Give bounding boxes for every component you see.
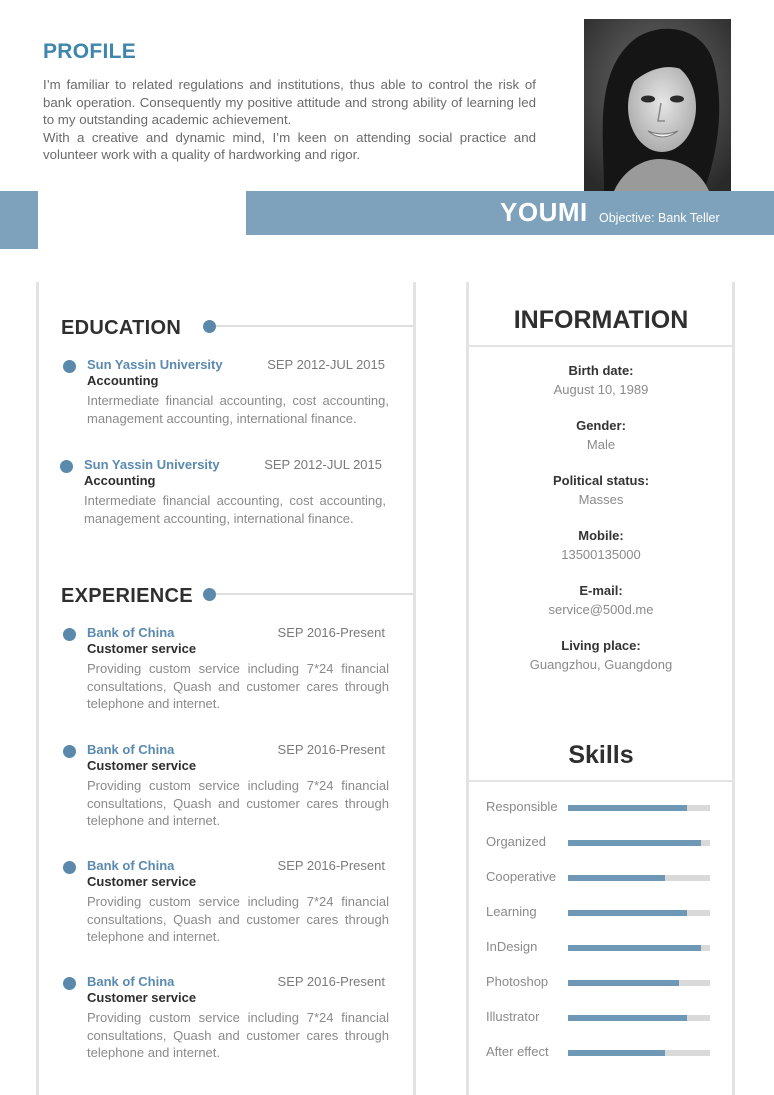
profile-photo: [584, 19, 731, 191]
skill-bar-fill: [568, 980, 679, 986]
profile-text: [43, 76, 536, 164]
skill-row: [486, 869, 716, 887]
info-living-place: [469, 638, 733, 672]
profile-paragraph-2: With a creative and dynamic mind, I’m keen on attending social practice and volunteer work with a quality of hardworking and rigor.: [43, 129, 536, 162]
skill-name: InDesign: [486, 939, 538, 954]
experience-item: [87, 858, 389, 946]
skills-title: Skills: [568, 741, 634, 769]
skill-bar-track: [568, 875, 710, 881]
skill-bar-track: [568, 840, 710, 846]
skill-row: [486, 799, 716, 817]
objective-text: Objective: Bank Teller: [599, 211, 720, 225]
info-label: Gender:: [576, 418, 626, 433]
experience-company: Bank of China: [87, 625, 175, 640]
info-right-border-line: [732, 282, 735, 1095]
experience-heading-dot: [203, 588, 216, 601]
education-description: Intermediate financial accounting, cost accounting, management accounting, international finance.: [84, 493, 386, 526]
timeline-dot: [63, 861, 76, 874]
information-title: INFORMATION: [513, 306, 689, 334]
info-label: Mobile:: [578, 528, 624, 543]
experience-role: Customer service: [87, 641, 197, 656]
skill-bar-fill: [568, 875, 665, 881]
skill-bar-fill: [568, 840, 701, 846]
skill-name: After effect: [486, 1044, 549, 1059]
experience-description: Providing custom service including 7*24 financial consultations, Quash and customer cares through telephone and internet.: [87, 894, 389, 944]
experience-description: Providing custom service including 7*24 financial consultations, Quash and customer cares through telephone and internet.: [87, 778, 389, 828]
candidate-name: YOUMI: [500, 197, 588, 227]
left-border-line: [36, 282, 39, 1095]
education-item: [84, 457, 386, 527]
experience-date: SEP 2016-Present: [277, 858, 385, 873]
education-date: SEP 2012-JUL 2015: [264, 457, 382, 472]
skill-name: Photoshop: [486, 974, 549, 989]
skill-bar-fill: [568, 910, 687, 916]
education-heading-dot: [203, 320, 216, 333]
info-value: service@500d.me: [548, 602, 654, 617]
experience-heading-line: [216, 593, 413, 595]
experience-role: Customer service: [87, 874, 197, 889]
education-school: Sun Yassin University: [84, 457, 220, 472]
skill-bar-fill: [568, 945, 701, 951]
skill-bar-track: [568, 910, 710, 916]
skill-name: Cooperative: [486, 869, 557, 884]
info-label: Living place:: [561, 638, 641, 653]
skill-bar-fill: [568, 1050, 665, 1056]
info-value: Masses: [578, 492, 624, 507]
info-value: August 10, 1989: [553, 382, 649, 397]
skills-divider: [468, 780, 734, 782]
timeline-dot: [63, 745, 76, 758]
timeline-dot: [63, 977, 76, 990]
experience-title: EXPERIENCE: [61, 585, 193, 607]
skill-name: Learning: [486, 904, 537, 919]
skill-bar-track: [568, 1050, 710, 1056]
info-value: Guangzhou, Guangdong: [529, 657, 673, 672]
skill-row: [486, 939, 716, 957]
skill-bar-track: [568, 805, 710, 811]
info-email: [469, 583, 733, 617]
skill-row: [486, 1044, 716, 1062]
info-value: 13500135000: [561, 547, 641, 562]
education-school: Sun Yassin University: [87, 357, 223, 372]
skill-row: [486, 974, 716, 992]
skill-name: Illustrator: [486, 1009, 540, 1024]
experience-role: Customer service: [87, 990, 197, 1005]
information-divider: [468, 345, 734, 347]
profile-paragraph-1: I’m familiar to related regulations and institutions, thus able to control the risk of bank operation. Consequently my positive attitude and strong ability of learning led to my outstanding academic achievement.: [43, 77, 536, 127]
info-political-status: [469, 473, 733, 507]
middle-border-line: [413, 282, 416, 1095]
experience-item: [87, 625, 389, 713]
skill-row: [486, 1009, 716, 1027]
experience-company: Bank of China: [87, 742, 175, 757]
skill-name: Responsible: [486, 799, 558, 814]
experience-item: [87, 742, 389, 830]
accent-block: [0, 191, 38, 249]
experience-date: SEP 2016-Present: [277, 742, 385, 757]
portrait-image: [584, 19, 731, 191]
timeline-dot: [63, 360, 76, 373]
education-item: [87, 357, 389, 427]
experience-description: Providing custom service including 7*24 financial consultations, Quash and customer cares through telephone and internet.: [87, 661, 389, 711]
skill-name: Organized: [486, 834, 546, 849]
experience-company: Bank of China: [87, 974, 175, 989]
info-label: Birth date:: [568, 363, 634, 378]
education-major: Accounting: [84, 473, 156, 488]
skill-bar-fill: [568, 805, 687, 811]
experience-company: Bank of China: [87, 858, 175, 873]
skill-bar-track: [568, 945, 710, 951]
info-label: E-mail:: [579, 583, 623, 598]
skill-row: [486, 834, 716, 852]
experience-description: Providing custom service including 7*24 financial consultations, Quash and customer cares through telephone and internet.: [87, 1010, 389, 1060]
experience-item: [87, 974, 389, 1062]
profile-title: PROFILE: [43, 40, 137, 63]
info-left-border-line: [466, 282, 469, 1095]
timeline-dot: [60, 460, 73, 473]
experience-date: SEP 2016-Present: [277, 974, 385, 989]
info-gender: [469, 418, 733, 452]
skill-row: [486, 904, 716, 922]
skill-bar-track: [568, 1015, 710, 1021]
experience-role: Customer service: [87, 758, 197, 773]
skill-bar-fill: [568, 1015, 687, 1021]
skill-bar-track: [568, 980, 710, 986]
education-major: Accounting: [87, 373, 159, 388]
experience-date: SEP 2016-Present: [277, 625, 385, 640]
info-mobile: [469, 528, 733, 562]
education-date: SEP 2012-JUL 2015: [267, 357, 385, 372]
education-description: Intermediate financial accounting, cost accounting, management accounting, international finance.: [87, 393, 389, 426]
info-label: Political status:: [552, 473, 650, 488]
info-birth-date: [469, 363, 733, 397]
education-title: EDUCATION: [61, 317, 182, 339]
education-heading-line: [216, 325, 413, 327]
timeline-dot: [63, 628, 76, 641]
info-value: Male: [586, 437, 616, 452]
